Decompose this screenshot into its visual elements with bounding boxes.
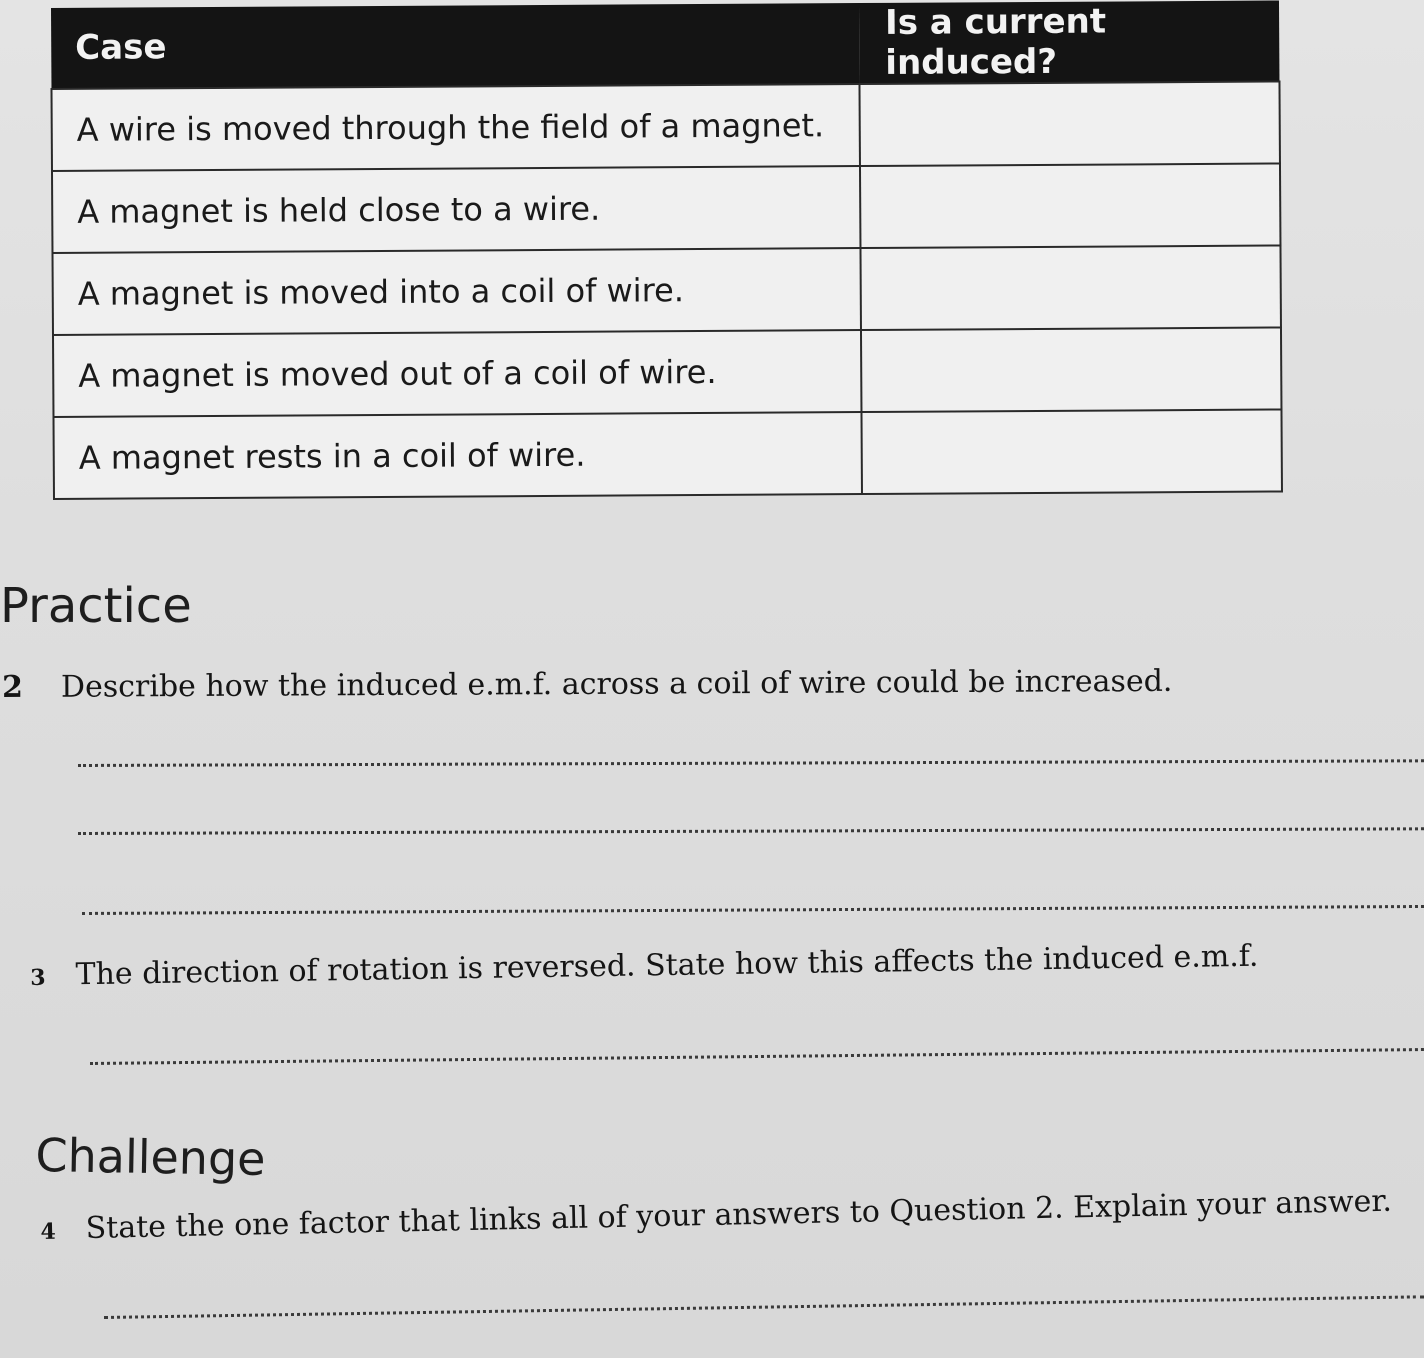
question-number: 3 xyxy=(30,964,46,991)
question-number: 4 xyxy=(40,1218,57,1245)
question-4 xyxy=(40,1184,1392,1247)
header-case: Case xyxy=(51,3,859,89)
header-current-induced: Is a current induced? xyxy=(859,0,1279,84)
answer-cell[interactable] xyxy=(859,81,1279,166)
case-cell: A wire is moved through the field of a magnet. xyxy=(51,84,859,171)
answer-line[interactable] xyxy=(82,905,1424,915)
answer-line[interactable] xyxy=(78,759,1424,767)
question-number: 2 xyxy=(2,669,24,705)
table-row xyxy=(52,163,1280,252)
question-text: Describe how the induced e.m.f. across a coil of wire could be increased. xyxy=(60,663,1173,705)
practice-heading: Practice xyxy=(0,578,192,634)
answer-cell[interactable] xyxy=(860,245,1280,330)
answer-line[interactable] xyxy=(90,1048,1424,1065)
answer-cell[interactable] xyxy=(861,327,1281,412)
table-row xyxy=(53,327,1281,416)
challenge-heading: Challenge xyxy=(35,1128,266,1187)
question-text: The direction of rotation is reversed. State how this affects the induced e.m.f. xyxy=(75,938,1259,993)
question-2 xyxy=(2,664,1172,705)
induction-cases-table xyxy=(50,0,1283,500)
answer-cell[interactable] xyxy=(861,409,1281,494)
case-cell: A magnet is moved out of a coil of wire. xyxy=(53,330,861,417)
case-cell: A magnet is held close to a wire. xyxy=(52,166,860,253)
table-row xyxy=(51,81,1279,170)
question-3 xyxy=(30,939,1259,993)
answer-line[interactable] xyxy=(104,1295,1424,1319)
table-row xyxy=(52,245,1280,334)
answer-line[interactable] xyxy=(78,827,1424,835)
question-text: State the one factor that links all of your answers to Question 2. Explain your answer. xyxy=(85,1183,1393,1247)
case-cell: A magnet rests in a coil of wire. xyxy=(53,412,861,499)
answer-cell[interactable] xyxy=(860,163,1280,248)
table-header-row xyxy=(51,0,1279,88)
case-cell: A magnet is moved into a coil of wire. xyxy=(52,248,860,335)
table-row xyxy=(53,409,1281,498)
